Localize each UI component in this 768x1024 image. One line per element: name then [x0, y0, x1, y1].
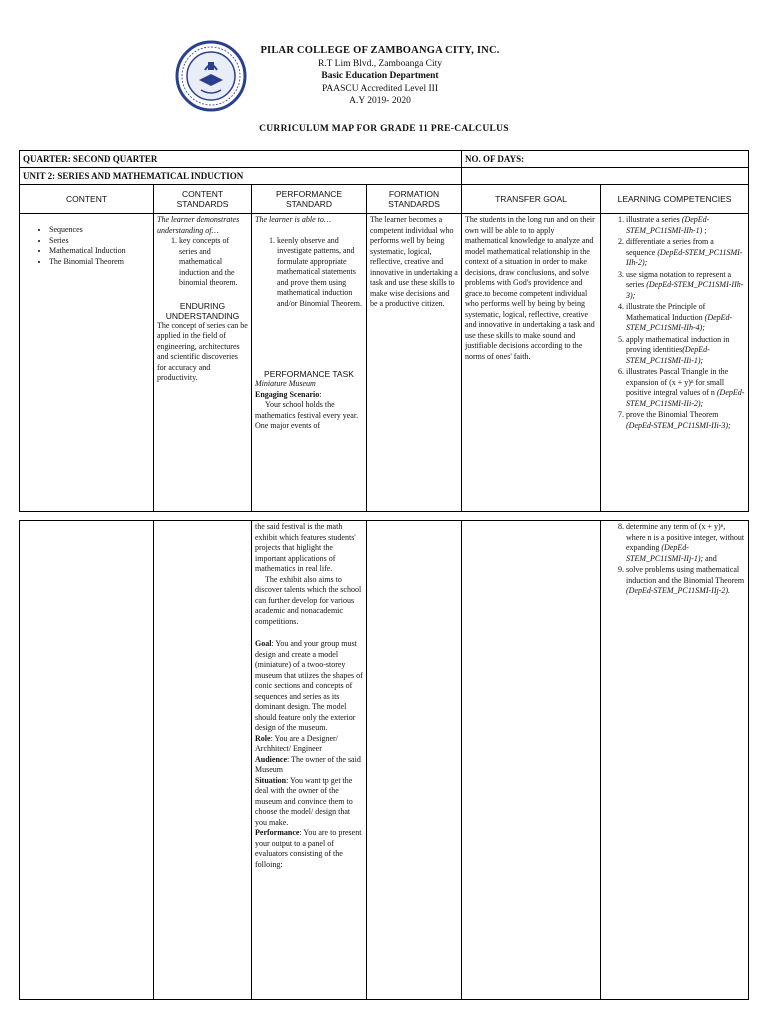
enduring-understanding-text: The concept of series can be applied in the field of engineering, architectures and scientific discoveries for accuracy and productivity. [157, 320, 248, 382]
performance-standard-list [255, 236, 363, 310]
school-address: R.T Lim Blvd., Zamboanga City [317, 58, 443, 69]
content-standards-list [157, 236, 248, 289]
competencies-list-2 [604, 522, 745, 597]
list-item: • The Binomial Theorem [49, 257, 150, 268]
competency-item: 5. apply mathematical induction in proving identities(DepEd-STEM_PC11SMI-IIi-1); [626, 335, 745, 367]
competency-item: 7. prove the Binomial Theorem (DepEd-STEM_PC11SMI-IIi-3); [626, 410, 745, 431]
competencies-list-1 [604, 215, 745, 431]
audience-label: Audience [255, 754, 287, 764]
col-header-content-standards: CONTENT STANDARDS [154, 185, 252, 214]
competency-item: 1. illustrate a series (DepEd-STEM_PC11SMI-IIh-1) ; [626, 215, 745, 236]
col-header-transfer-goal: TRANSFER GOAL [462, 185, 601, 214]
competency-item: 6. illustrates Pascal Triangle in the expansion of (x + y)ⁿ for small positive integral values of n (DepEd-STEM_PC11SMI-IIi-2); [626, 367, 745, 409]
school-name: PILAR COLLEGE OF ZAMBOANGA CITY, INC. [260, 45, 500, 56]
list-item: • Sequences [49, 225, 150, 236]
curriculum-table-part-1 [19, 150, 749, 512]
formation-standards-cell: The learner becomes a competent individual who performs well by being systematic, logical, reflective, creative and innovative in undertaking a task and use these skills to make wise decisions and be a productive citizen. [367, 214, 462, 512]
situation-paragraph: Situation: You want tp get the deal with the owner of the museum and convince them to choose the model/ design that you make. [255, 775, 353, 827]
audience-paragraph: Audience: The owner of the said Museum [255, 754, 361, 774]
scenario-label: Engaging Scenario [255, 389, 320, 399]
content-cell-continued [20, 521, 154, 1000]
competency-item: 2. differentiate a series from a sequence (DepEd-STEM_PC11SMI-IIh-2); [626, 237, 745, 269]
col-header-learning-competencies: LEARNING COMPETENCIES [601, 185, 749, 214]
performance-standard-cell: The learner is able to… 1. keenly observe and investigate patterns, and formulate appropriate mathematical statements and prove them using mathematical induction and/or Binomial Theorem. PERFORMANCE TASK Miniature Museum Engaging Scenario: Your school holds the mathematics festival every year. One major events of [252, 214, 367, 512]
list-item: 1. key concepts of series and mathematical induction and the binomial theorem. [179, 236, 248, 289]
scenario-text-2: the said festival is the math exhibit which features students' projects that higlight the important applications of mathematics in real life. [255, 522, 356, 573]
performance-task-title: Miniature Museum [255, 379, 316, 388]
col-header-performance-standard: PERFORMANCE STANDARD [252, 185, 367, 214]
scenario-text-3: The exhibit also aims to discover talents which the school can further develop for various academic and nonacademic competitions. [255, 574, 362, 626]
competency-item: 8. determine any term of (x + y)ⁿ, where n is a positive integer, without expanding (DepEd-STEM_PC11SMI-IIj-1); and [626, 522, 745, 564]
performance-task-heading: PERFORMANCE TASK [264, 369, 354, 379]
curriculum-table-part-2 [19, 520, 749, 1000]
situation-label: Situation [255, 775, 287, 785]
scenario-text-1: Your school holds the mathematics festival every year. One major events of [255, 400, 359, 430]
transfer-goal-cell-continued [462, 521, 601, 1000]
curriculum-map-title: CURRICULUM MAP FOR GRADE 11 PRE-CALCULUS [259, 124, 509, 134]
performance-label: Performance [255, 828, 300, 837]
unit-blank-cell [462, 168, 749, 185]
list-item: • Mathematical Induction [49, 246, 150, 257]
document-header [250, 45, 510, 108]
goal-paragraph: Goal: You and your group must design and create a model (miniature) of a twoo-storey museum that utiizes the shapes of conic sections and concepts of sequences and series as its dominant design. The model should feature only the exterior design of the museum. [255, 639, 363, 732]
school-seal-icon [175, 40, 247, 112]
enduring-understanding-heading: ENDURING UNDERSTANDING [165, 300, 240, 321]
role-label: Role [255, 733, 271, 743]
quarter-label: QUARTER: SECOND QUARTER [20, 151, 462, 168]
transfer-goal-cell: The students in the long run and on their own will be able to to apply mathematical knowledge to analyze and model mathematical relationship in the context of a situation in order to make decisions, draw conclusions, and solve problems with God's providence and grace.to become competent individual who performs well by being by being systematic, logical, reflective, creative and innovative in undertaking a task and use these skills to make sound and justifiable decisions according to the norms of ones' faith. [462, 214, 601, 512]
list-item: • Series [49, 236, 150, 247]
col-header-content: CONTENT [20, 185, 154, 214]
content-cell [20, 214, 154, 512]
formation-standards-cell-continued [367, 521, 462, 1000]
school-year: A.Y 2019- 2020 [349, 96, 411, 106]
department-name: Basic Education Department [321, 71, 439, 81]
goal-label: Goal [255, 639, 272, 648]
list-item: 1. keenly observe and investigate patterns, and formulate appropriate mathematical statements and prove them using mathematical induction and/or Binomial Theorem. [277, 236, 363, 310]
content-standards-intro: The learner demonstrates understanding of… [157, 215, 240, 235]
competency-item: 9. solve problems using mathematical induction and the Binomial Theorem (DepEd-STEM_PC11SMI-IIj-2). [626, 565, 745, 597]
learning-competencies-cell [601, 214, 749, 512]
col-header-formation-standards: FORMATION STANDARDS [367, 185, 462, 214]
competency-item: 4. illustrate the Principle of Mathematical Induction (DepEd-STEM_PC11SMI-IIh-4); [626, 302, 745, 334]
no-of-days-label: NO. OF DAYS: [462, 151, 749, 168]
performance-task-cell-continued [252, 521, 367, 1000]
accreditation-text: PAASCU Accredited Level III [322, 83, 438, 94]
unit-label: UNIT 2: SERIES AND MATHEMATICAL INDUCTION [20, 168, 462, 185]
content-standards-cell-continued [154, 521, 252, 1000]
content-standards-cell [154, 214, 252, 512]
competency-item: 3. use sigma notation to represent a series (DepEd-STEM_PC11SMI-IIh-3); [626, 270, 745, 302]
role-paragraph: Role: You are a Designer/ Archhitect/ Engineer [255, 733, 338, 753]
content-list [23, 225, 150, 267]
performance-standard-intro: The learner is able to… [255, 215, 331, 224]
learning-competencies-cell-continued [601, 521, 749, 1000]
performance-paragraph: Performance: You are to present your output to a panel of evaluators consisting of the folloing: [255, 828, 362, 869]
